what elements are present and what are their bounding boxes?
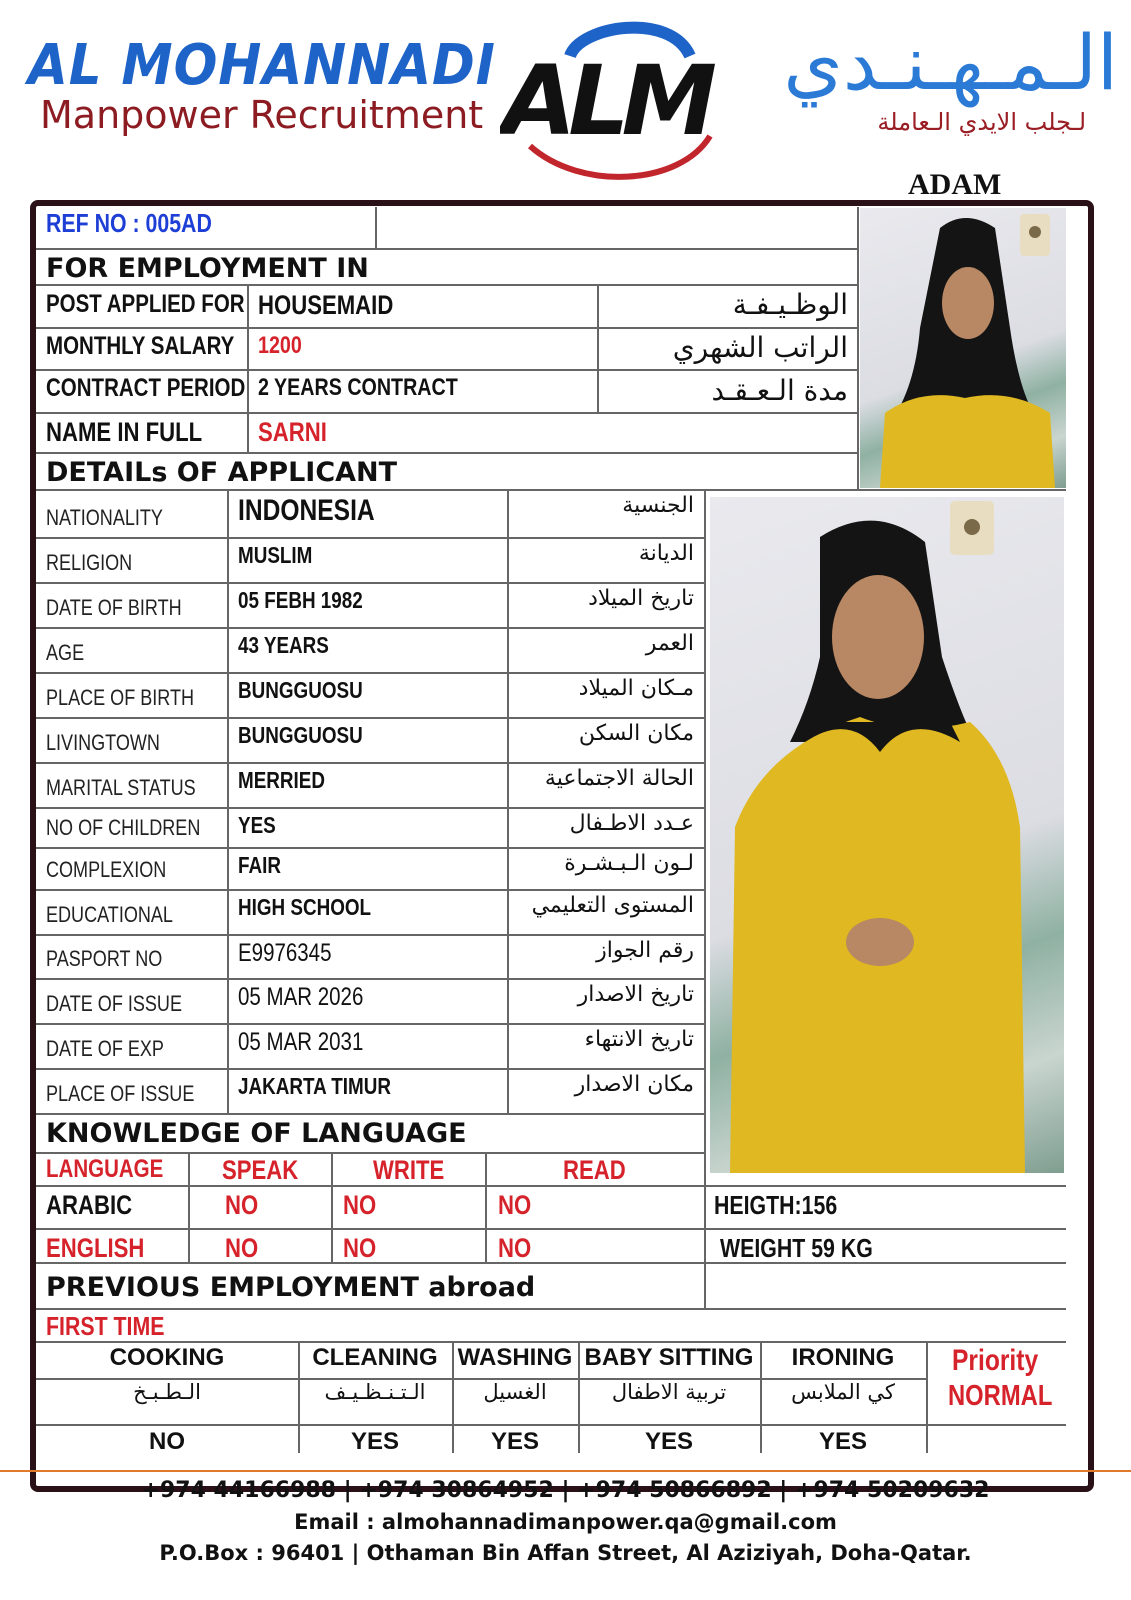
detail-label-ar: تاريخ الانتهاء <box>584 1027 694 1052</box>
name-value: SARNI <box>258 417 327 447</box>
skill-name-ar: كي الملابس <box>791 1380 895 1404</box>
salary-label: MONTHLY SALARY <box>46 332 235 360</box>
applicant-photo-small <box>860 208 1066 488</box>
detail-label: PLACE OF BIRTH <box>46 685 195 710</box>
salary-value: 1200 <box>258 332 302 359</box>
detail-label: EDUCATIONAL <box>46 902 173 927</box>
detail-label-ar: تاريخ الاصدار <box>577 982 694 1007</box>
previous-employment-status: FIRST TIME <box>46 1311 165 1341</box>
detail-label-ar: تاريخ الميلاد <box>588 586 694 611</box>
post-label: POST APPLIED FOR <box>46 290 245 318</box>
detail-label-ar: الحالة الاجتماعية <box>544 766 694 791</box>
skill-name: WASHING <box>457 1344 573 1371</box>
detail-label-ar: عـدد الاطـفال <box>569 811 694 836</box>
detail-label-ar: المستوى التعليمي <box>531 893 694 918</box>
skill-value: YES <box>818 1428 868 1455</box>
brand-name: AL MOHANNADI <box>28 33 496 98</box>
detail-value: 05 MAR 2031 <box>238 1028 364 1056</box>
contract-label-ar: مدة الـعـقـد <box>711 374 848 407</box>
arabic-brand: الـمـهـنـدي <box>783 18 1118 107</box>
skill-name-ar: الـطـبـخ <box>133 1380 201 1404</box>
detail-value: YES <box>238 812 276 838</box>
detail-label-ar: رقم الجواز <box>596 938 694 963</box>
skill-name-ar: الـتـنـظـيـف <box>324 1380 426 1404</box>
priority-value: NORMAL <box>948 1380 1053 1412</box>
details-heading: DETAILs OF APPLICANT <box>46 457 398 488</box>
skill-name: BABY SITTING <box>584 1344 754 1371</box>
skill-name: IRONING <box>791 1344 895 1371</box>
detail-value: 05 MAR 2026 <box>238 983 364 1011</box>
skill-name: CLEANING <box>312 1344 438 1371</box>
contract-value: 2 YEARS CONTRACT <box>258 374 458 401</box>
alm-logo <box>500 16 730 181</box>
alm-logo-text: ALM <box>502 45 717 157</box>
name-label: NAME IN FULL <box>46 417 203 447</box>
detail-label: LIVINGTOWN <box>46 730 160 755</box>
height-value: HEIGTH:156 <box>714 1190 838 1220</box>
detail-label: RELIGION <box>46 550 133 575</box>
skill-value: YES <box>490 1428 540 1455</box>
detail-value: MERRIED <box>238 767 325 793</box>
detail-value: INDONESIA <box>238 494 375 527</box>
skill-value: NO <box>149 1428 185 1455</box>
skill-name: COOKING <box>109 1344 225 1371</box>
detail-value: JAKARTA TIMUR <box>238 1073 391 1099</box>
post-label-ar: الوظـيـفـة <box>732 288 848 321</box>
detail-label: PLACE OF ISSUE <box>46 1081 195 1106</box>
detail-label-ar: لـون الـبـشـرة <box>564 851 694 876</box>
arabic-tagline: لـجلب الايدي الـعاملة <box>877 108 1086 136</box>
detail-value: 05 FEBH 1982 <box>238 587 363 613</box>
detail-label: DATE OF ISSUE <box>46 991 182 1016</box>
detail-value: HIGH SCHOOL <box>238 894 372 920</box>
skill-value: YES <box>644 1428 694 1455</box>
detail-value: BUNGGUOSU <box>238 722 363 748</box>
lang-header-language: LANGUAGE <box>46 1155 164 1183</box>
skill-name-ar: تربية الاطفال <box>611 1380 727 1404</box>
lang-header-write: WRITE <box>373 1155 445 1185</box>
skill-value: YES <box>350 1428 400 1455</box>
footer-phones: +974 44166988 | +974 30864952 | +974 50866892 | +974 50209632 <box>141 1478 990 1503</box>
priority-label: Priority <box>952 1344 1039 1377</box>
footer-email: Email : almohannadimanpower.qa@gmail.com <box>294 1510 837 1534</box>
detail-label: AGE <box>46 640 85 665</box>
ref-number: REF NO : 005AD <box>46 208 212 238</box>
detail-label: NO OF CHILDREN <box>46 815 201 840</box>
detail-label: DATE OF EXP <box>46 1036 164 1061</box>
detail-label-ar: الجنسية <box>622 493 694 518</box>
footer-address: P.O.Box : 96401 | Othaman Bin Affan Street, Al Aziziyah, Doha-Qatar. <box>159 1541 972 1565</box>
skill-name-ar: الغسيل <box>483 1380 547 1404</box>
language-heading: KNOWLEDGE OF LANGUAGE <box>46 1118 467 1149</box>
brand-tagline: Manpower Recruitment <box>40 93 484 137</box>
lang-arabic: ARABIC <box>46 1190 133 1220</box>
detail-value: FAIR <box>238 852 281 878</box>
detail-value: E9976345 <box>238 939 332 967</box>
detail-label-ar: مكان السكن <box>578 721 694 746</box>
weight-value: WEIGHT 59 KG <box>720 1233 873 1263</box>
salary-label-ar: الراتب الشهري <box>672 331 848 364</box>
lang-english: ENGLISH <box>46 1233 145 1263</box>
detail-label: PASPORT NO <box>46 946 163 971</box>
arabic-speak: NO <box>225 1190 259 1220</box>
previous-employment-heading: PREVIOUS EMPLOYMENT abroad <box>46 1272 536 1303</box>
agent-name: ADAM <box>908 168 1002 201</box>
english-speak: NO <box>225 1233 259 1263</box>
applicant-photo-full <box>710 497 1064 1173</box>
detail-value: MUSLIM <box>238 542 313 568</box>
post-value: HOUSEMAID <box>258 290 394 320</box>
detail-label-ar: مكان الاصدار <box>574 1072 694 1097</box>
detail-label-ar: العمر <box>645 631 694 656</box>
detail-label-ar: مـكان الميلاد <box>578 676 694 701</box>
detail-value: BUNGGUOSU <box>238 677 363 703</box>
detail-label: COMPLEXION <box>46 857 167 882</box>
arabic-write: NO <box>343 1190 377 1220</box>
detail-value: 43 YEARS <box>238 632 329 658</box>
detail-label: NATIONALITY <box>46 505 163 530</box>
arabic-read: NO <box>498 1190 532 1220</box>
lang-header-read: READ <box>563 1155 626 1185</box>
lang-header-speak: SPEAK <box>222 1155 299 1185</box>
detail-label: DATE OF BIRTH <box>46 595 182 620</box>
english-write: NO <box>343 1233 377 1263</box>
detail-label: MARITAL STATUS <box>46 775 196 800</box>
detail-label-ar: الديانة <box>638 541 694 566</box>
employment-heading: FOR EMPLOYMENT IN <box>46 253 369 284</box>
english-read: NO <box>498 1233 532 1263</box>
contract-label: CONTRACT PERIOD <box>46 374 246 402</box>
